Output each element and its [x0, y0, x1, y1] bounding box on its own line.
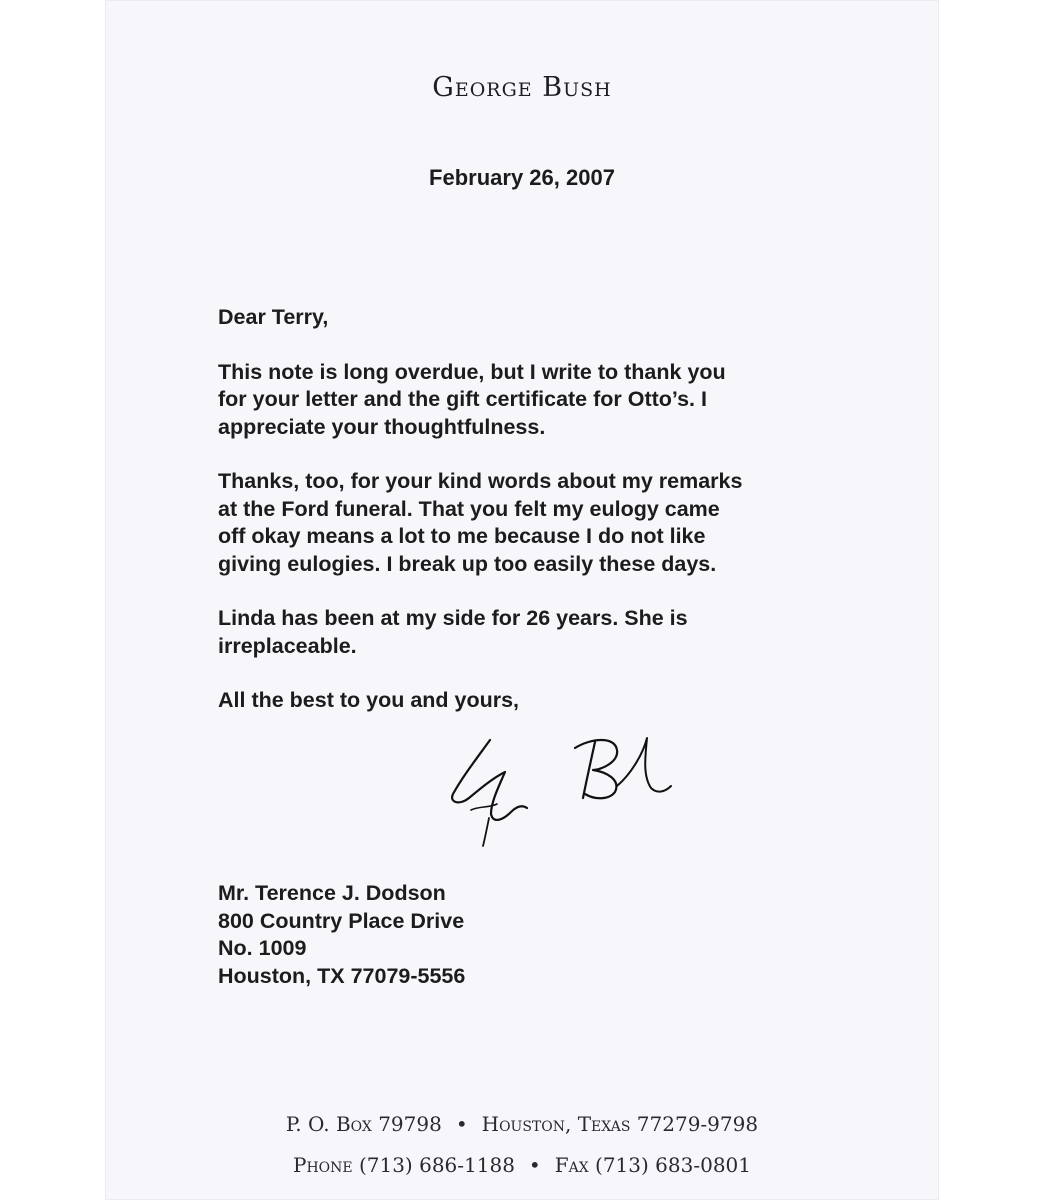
recipient-city: Houston, TX 77079-5556 — [218, 963, 466, 988]
recipient-address — [218, 880, 465, 990]
footer-line-2 — [105, 1153, 939, 1177]
closing: All the best to you and yours, — [218, 688, 520, 712]
footer-separator: • — [528, 1153, 541, 1177]
recipient-street: 800 Country Place Drive — [218, 908, 465, 933]
paragraph-3: Linda has been at my side for 26 years. She is irreplaceable. — [218, 606, 688, 658]
signature-image — [445, 728, 675, 858]
letterhead-name: George Bush — [432, 72, 612, 103]
footer-po-box: P. O. Box 79798 — [285, 1112, 442, 1136]
paragraph-1: This note is long overdue, but I write to thank you for your letter and the gift certificate for Otto’s. I appreciate your thoughtfulness. — [218, 359, 726, 439]
letter-sheet — [105, 0, 939, 1200]
footer-fax: Fax (713) 683-0801 — [554, 1153, 751, 1177]
footer-line-1 — [105, 1112, 939, 1136]
recipient-name: Mr. Terence J. Dodson — [218, 881, 446, 905]
footer-separator: • — [455, 1112, 468, 1136]
paragraph-2: Thanks, too, for your kind words about my remarks at the Ford funeral. That you felt my eulogy came off okay means a lot to me because I do not like giving eulogies. I break up too easily these days. — [218, 469, 743, 576]
footer-phone: Phone (713) 686-1188 — [292, 1153, 515, 1177]
letter-date: February 26, 2007 — [429, 165, 615, 190]
recipient-unit: No. 1009 — [218, 936, 307, 960]
salutation: Dear Terry, — [218, 305, 329, 329]
footer-city: Houston, Texas 77279-9798 — [481, 1112, 759, 1136]
letter-body — [218, 304, 858, 715]
